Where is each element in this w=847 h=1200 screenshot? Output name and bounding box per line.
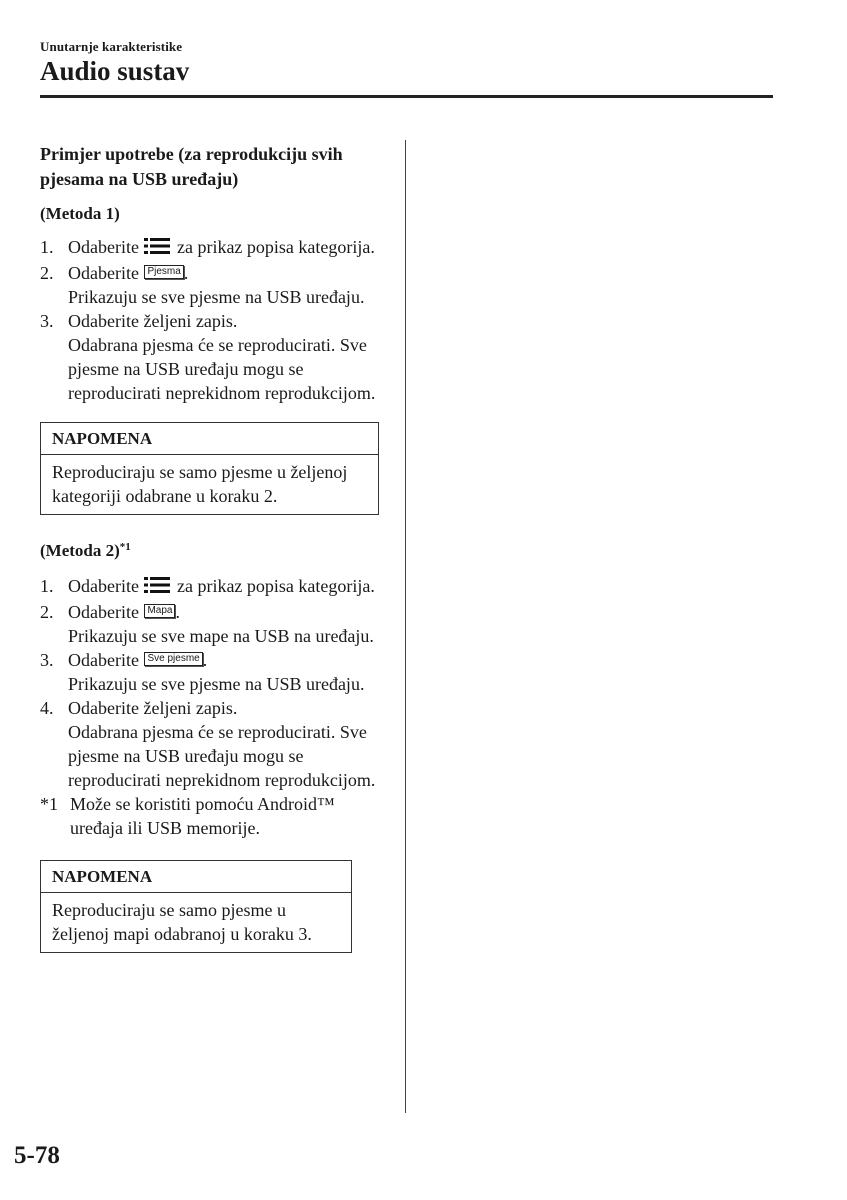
punctuation: .: [175, 602, 180, 622]
step-detail: Prikazuju se sve pjesme na USB uređaju.: [68, 674, 365, 694]
footnote-text: Može se koristiti pomoću Android™ uređaja ili USB memorije.: [70, 794, 335, 838]
list-item: [40, 261, 385, 309]
list-item: [40, 574, 385, 600]
step-number: 2.: [40, 263, 54, 283]
step-detail: Prikazuju se sve mape na USB na uređaju.: [68, 626, 374, 646]
step-text: Odaberite željeni zapis.: [68, 698, 238, 718]
method-2-title: (Metoda 2): [40, 541, 120, 560]
list-item: [40, 235, 385, 261]
subheading: Primjer upotrebe (za reprodukciju svih pjesama na USB uređaju): [40, 144, 343, 189]
step-number: 1.: [40, 237, 54, 257]
method-1-label: (Metoda 1): [40, 204, 120, 223]
step-text: za prikaz popisa kategorija.: [176, 576, 375, 596]
step-detail: Odabrana pjesma će se reproducirati. Sve pjesme na USB uređaju mogu se reproducirati neprekidnom reprodukcijom.: [68, 335, 376, 403]
note-text: Reproduciraju se samo pjesme u željenoj kategoriji odabrane u koraku 2.: [52, 462, 348, 506]
list-item: [40, 309, 385, 405]
footnote-ref: *1: [119, 541, 131, 553]
step-number: 3.: [40, 650, 54, 670]
note-text: Reproduciraju se samo pjesme u željenoj mapi odabranoj u koraku 3.: [52, 900, 312, 944]
note-box-2: [40, 860, 352, 953]
title-rule: [40, 95, 773, 98]
method-1-steps: [40, 235, 385, 405]
list-item: [40, 696, 385, 792]
step-text: Odaberite: [68, 263, 139, 283]
step-text: za prikaz popisa kategorija.: [176, 237, 375, 257]
step-text: Odaberite: [68, 576, 139, 596]
page-title: Audio sustav: [40, 56, 190, 86]
column-divider: [405, 140, 406, 1113]
method-2-label: [40, 539, 385, 563]
note-heading: NAPOMENA: [41, 861, 351, 893]
note-box-1: [40, 422, 379, 515]
footnote: [40, 792, 385, 840]
method-2-steps: [40, 574, 385, 792]
pjesma-button: Pjesma: [144, 265, 183, 279]
section-label: Unutarnje karakteristike: [40, 39, 183, 54]
step-number: 2.: [40, 602, 54, 622]
punctuation: .: [202, 650, 208, 670]
list-menu-icon: [144, 237, 170, 261]
step-number: 3.: [40, 311, 54, 331]
note-heading: NAPOMENA: [41, 423, 378, 455]
punctuation: .: [183, 263, 189, 283]
step-text: Odaberite: [68, 237, 139, 257]
list-item: [40, 600, 385, 648]
left-column: [40, 142, 385, 953]
list-item: [40, 648, 385, 696]
step-number: 1.: [40, 576, 54, 596]
footnote-mark: *1: [40, 794, 58, 814]
list-menu-icon: [144, 576, 170, 600]
step-text: Odaberite: [68, 602, 139, 622]
step-number: 4.: [40, 698, 54, 718]
step-detail: Prikazuju se sve pjesme na USB uređaju.: [68, 287, 365, 307]
step-detail: Odabrana pjesma će se reproducirati. Sve pjesme na USB uređaju mogu se reproducirati neprekidnom reprodukcijom.: [68, 722, 376, 790]
mapa-button: Mapa: [144, 604, 175, 618]
page-number: 5-78: [14, 1142, 60, 1169]
step-text: Odaberite: [68, 650, 139, 670]
step-text: Odaberite željeni zapis.: [68, 311, 238, 331]
sve-pjesme-button: Sve pjesme: [144, 652, 202, 666]
